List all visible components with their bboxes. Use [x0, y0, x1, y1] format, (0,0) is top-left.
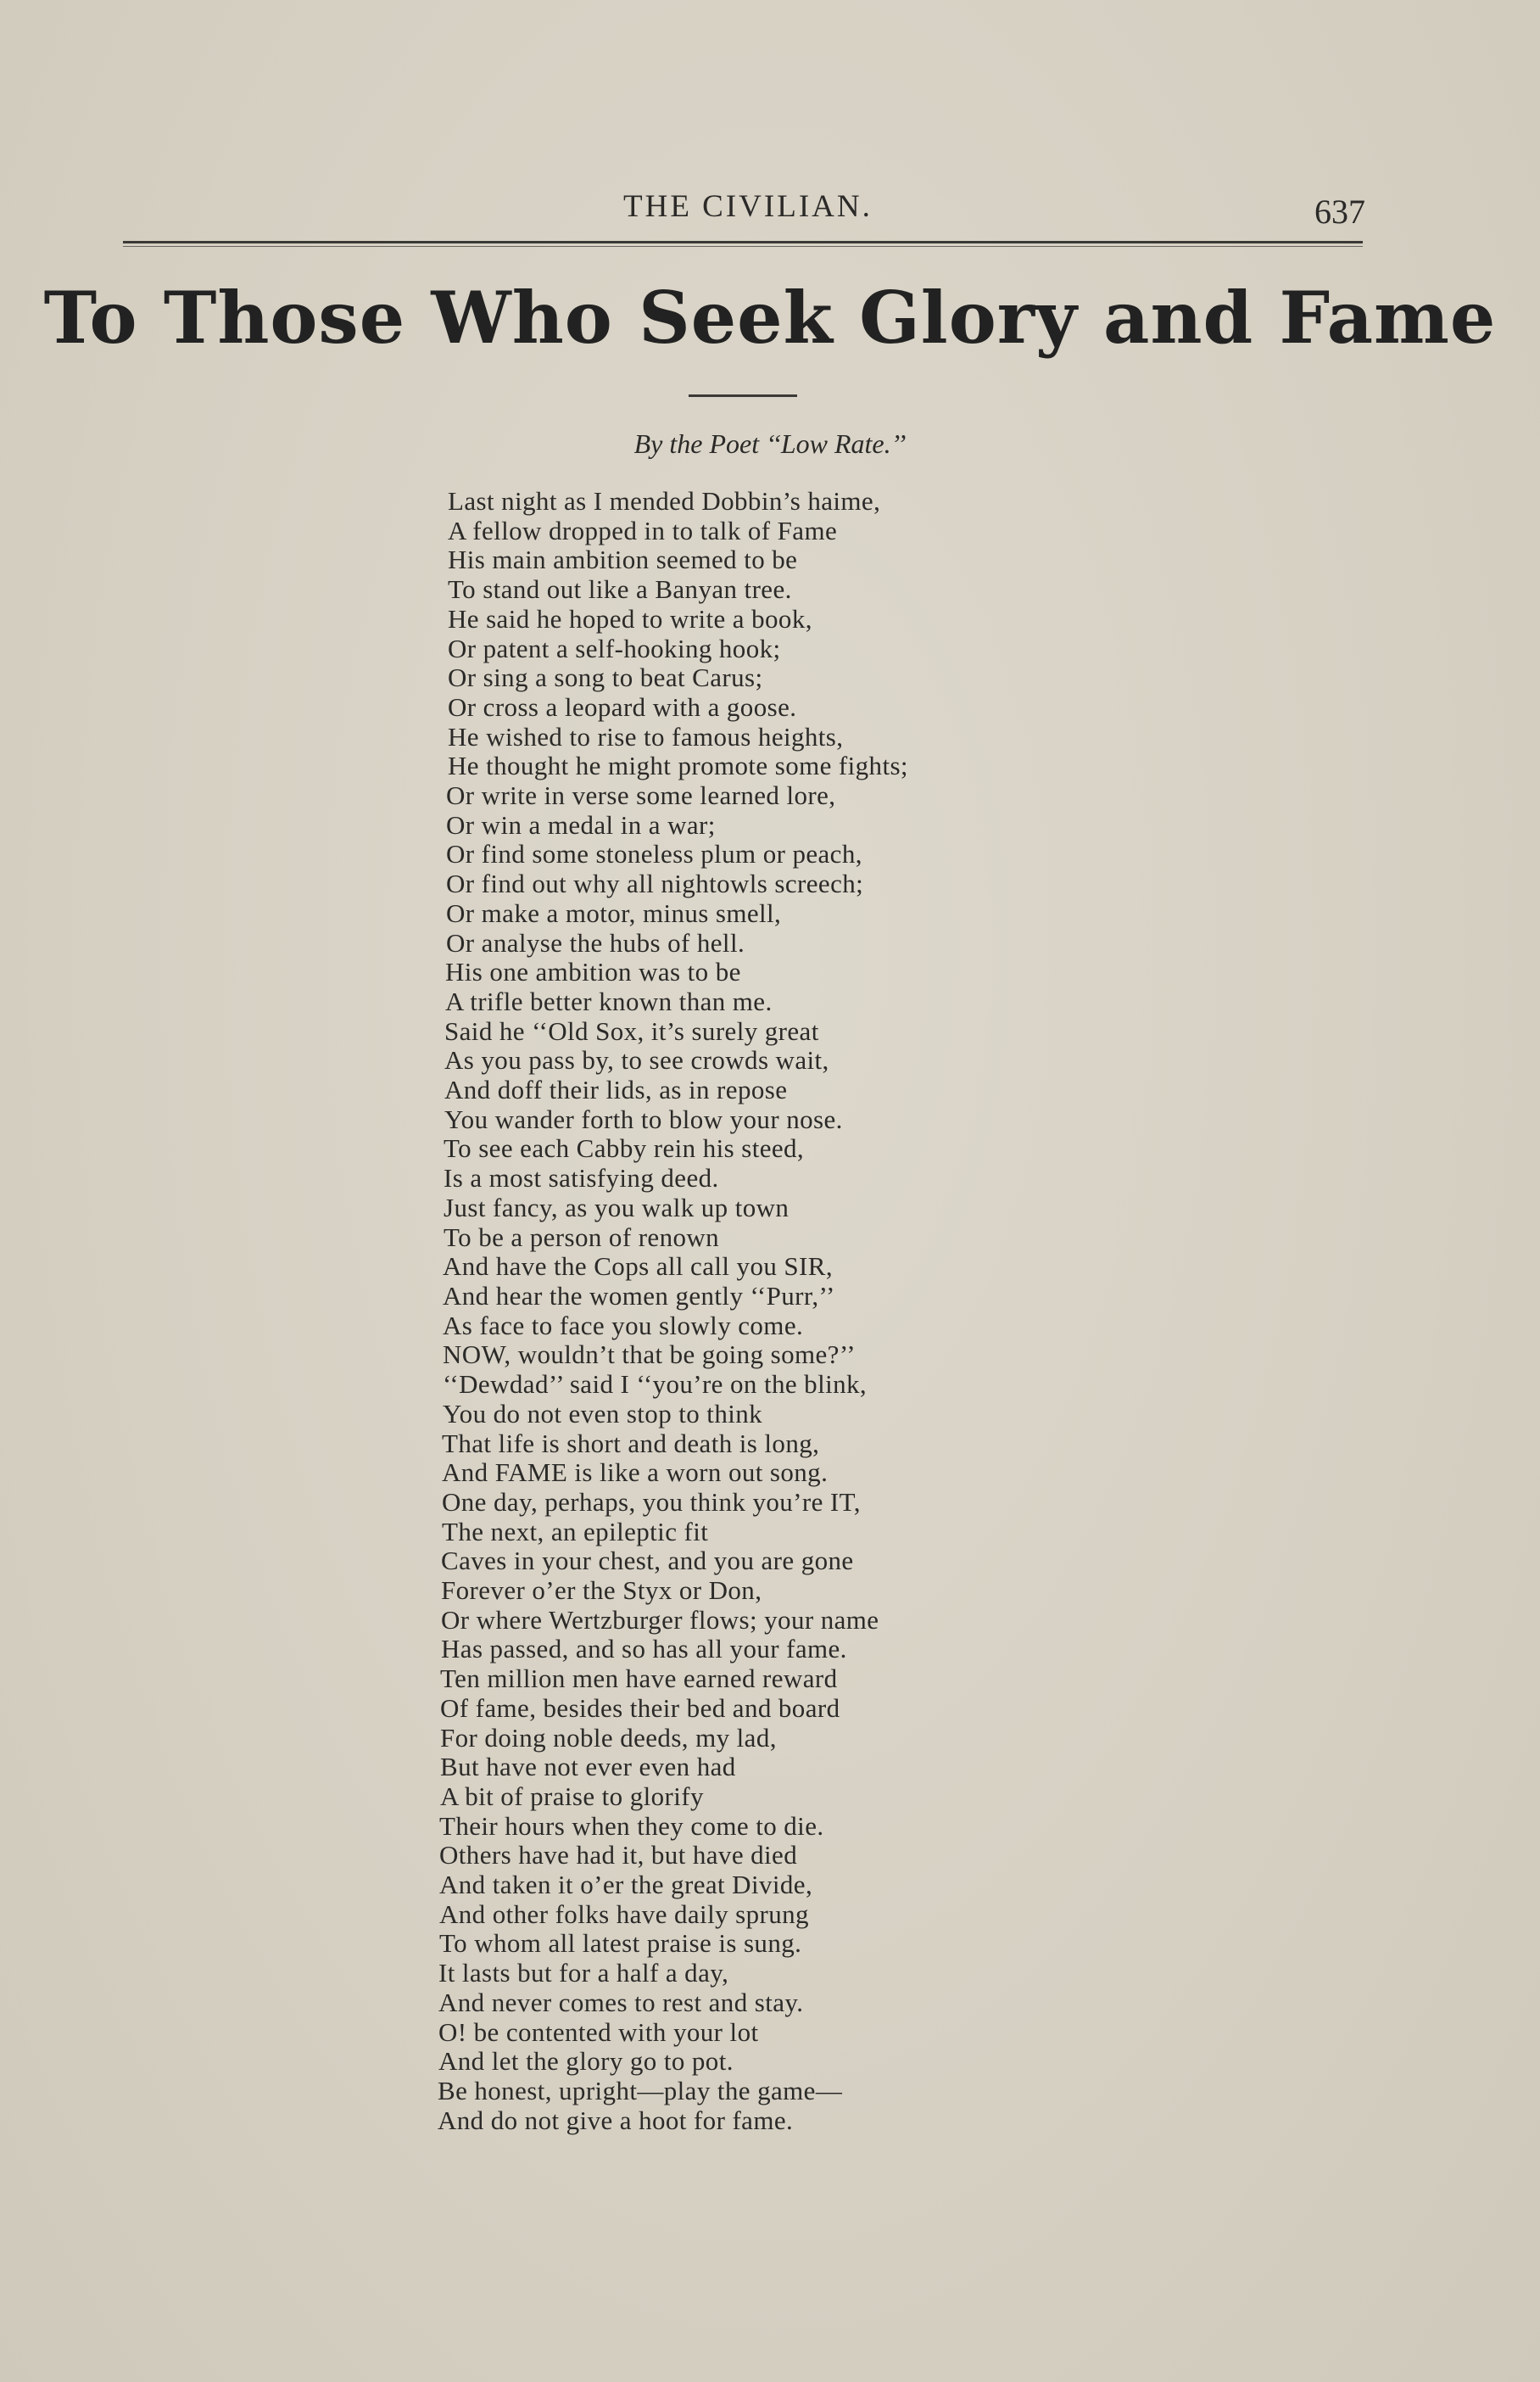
poem-line: To be a person of renown — [444, 1222, 720, 1252]
poem-line: ‘‘Dewdad’’ said I ‘‘you’re on the blink, — [443, 1369, 868, 1400]
poem-line: And let the glory go to pot. — [438, 2046, 734, 2077]
poem-line: Or analyse the hubs of hell. — [446, 927, 745, 958]
poem-line: As face to face you slowly come. — [443, 1310, 804, 1340]
poem-line: As you pass by, to see crowds wait, — [444, 1045, 829, 1076]
poem-line: You wander forth to blow your nose. — [444, 1104, 843, 1134]
poem-line: Or where Wertzburger flows; your name — [441, 1604, 879, 1635]
poem-line: You do not even stop to think — [443, 1398, 763, 1429]
poem-line: His main ambition seemed to be — [448, 545, 798, 575]
poem-line: One day, perhaps, you think you’re IT, — [442, 1486, 861, 1517]
poem-line: Last night as I mended Dobbin’s haime, — [448, 486, 881, 516]
poem-line: Ten million men have earned reward — [440, 1663, 838, 1694]
poem-line: And FAME is like a worn out song. — [442, 1457, 829, 1488]
header-rule — [123, 241, 1363, 243]
poem-line: And hear the women gently ‘‘Purr,’’ — [443, 1280, 835, 1311]
running-head — [0, 185, 1540, 236]
poem-line: A trifle better known than me. — [445, 986, 773, 1016]
poem-line: For doing noble deeds, my lad, — [440, 1722, 777, 1753]
poem-body — [438, 486, 1126, 2135]
poem-line: Or make a motor, minus smell, — [446, 897, 782, 928]
poem-title: To Those Who Seek Glory and Fame — [43, 276, 1497, 360]
poem-line: A fellow dropped in to talk of Fame — [448, 515, 838, 545]
journal-name: THE CIVILIAN. — [623, 189, 873, 224]
poem-line: And do not give a hoot for fame. — [438, 2105, 794, 2135]
poem-line: Of fame, besides their bed and board — [440, 1692, 840, 1723]
title-divider — [689, 394, 797, 397]
poem-byline: By the Poet ‘‘Low Rate.’’ — [633, 428, 907, 459]
poem-line: And doff their lids, as in repose — [444, 1075, 788, 1105]
poem-line: And never comes to rest and stay. — [438, 1987, 804, 2017]
poem-line: Or find out why all nightowls screech; — [446, 869, 864, 899]
poem-line: Said he ‘‘Old Sox, it’s surely great — [444, 1015, 819, 1046]
poem-line: Or sing a song to beat Carus; — [448, 663, 763, 693]
page-number: 637 — [1314, 193, 1365, 231]
poem-line: O! be contented with your lot — [438, 2016, 759, 2047]
poem-line: Forever o’er the Styx or Don, — [441, 1575, 762, 1606]
poem-line: It lasts but for a half a day, — [438, 1958, 729, 1988]
poem-line: Their hours when they come to die. — [439, 1810, 824, 1841]
poem-line: His one ambition was to be — [445, 957, 741, 987]
poem-line: Or write in verse some learned lore, — [446, 780, 836, 811]
poem-line: That life is short and death is long, — [442, 1428, 820, 1458]
poem-line: Just fancy, as you walk up town — [444, 1192, 790, 1222]
poem-line: To stand out like a Banyan tree. — [448, 574, 792, 605]
poem-line: And taken it o’er the great Divide, — [439, 1870, 813, 1900]
poem-line: And other folks have daily sprung — [439, 1898, 809, 1929]
poem-line: He thought he might promote some fights; — [448, 751, 908, 781]
poem-line: Or find some stoneless plum or peach, — [446, 839, 862, 869]
poem-line: To whom all latest praise is sung. — [439, 1928, 802, 1959]
poem-line: And have the Cops all call you SIR, — [443, 1251, 833, 1282]
poem-line: He wished to rise to famous heights, — [448, 721, 844, 752]
poem-line: The next, an epileptic fit — [442, 1516, 709, 1546]
poem-line: Is a most satisfying deed. — [444, 1163, 719, 1194]
poem-line: Others have had it, but have died — [439, 1840, 798, 1870]
poem-line: To see each Cabby rein his steed, — [444, 1133, 805, 1164]
poem-line: Has passed, and so has all your fame. — [441, 1634, 847, 1664]
poem-line: Caves in your chest, and you are gone — [441, 1546, 854, 1576]
poem-line: Or cross a leopard with a goose. — [448, 691, 797, 722]
poem-line: NOW, wouldn’t that be going some?’’ — [443, 1339, 856, 1370]
poem-line: Be honest, upright—play the game— — [438, 2075, 843, 2105]
poem-line: A bit of praise to glorify — [440, 1781, 704, 1811]
poem-line: Or win a medal in a war; — [446, 809, 716, 840]
poem-line: He said he hoped to write a book, — [448, 603, 812, 634]
poem-line: Or patent a self-hooking hook; — [448, 633, 781, 663]
poem-line: But have not ever even had — [440, 1752, 736, 1782]
